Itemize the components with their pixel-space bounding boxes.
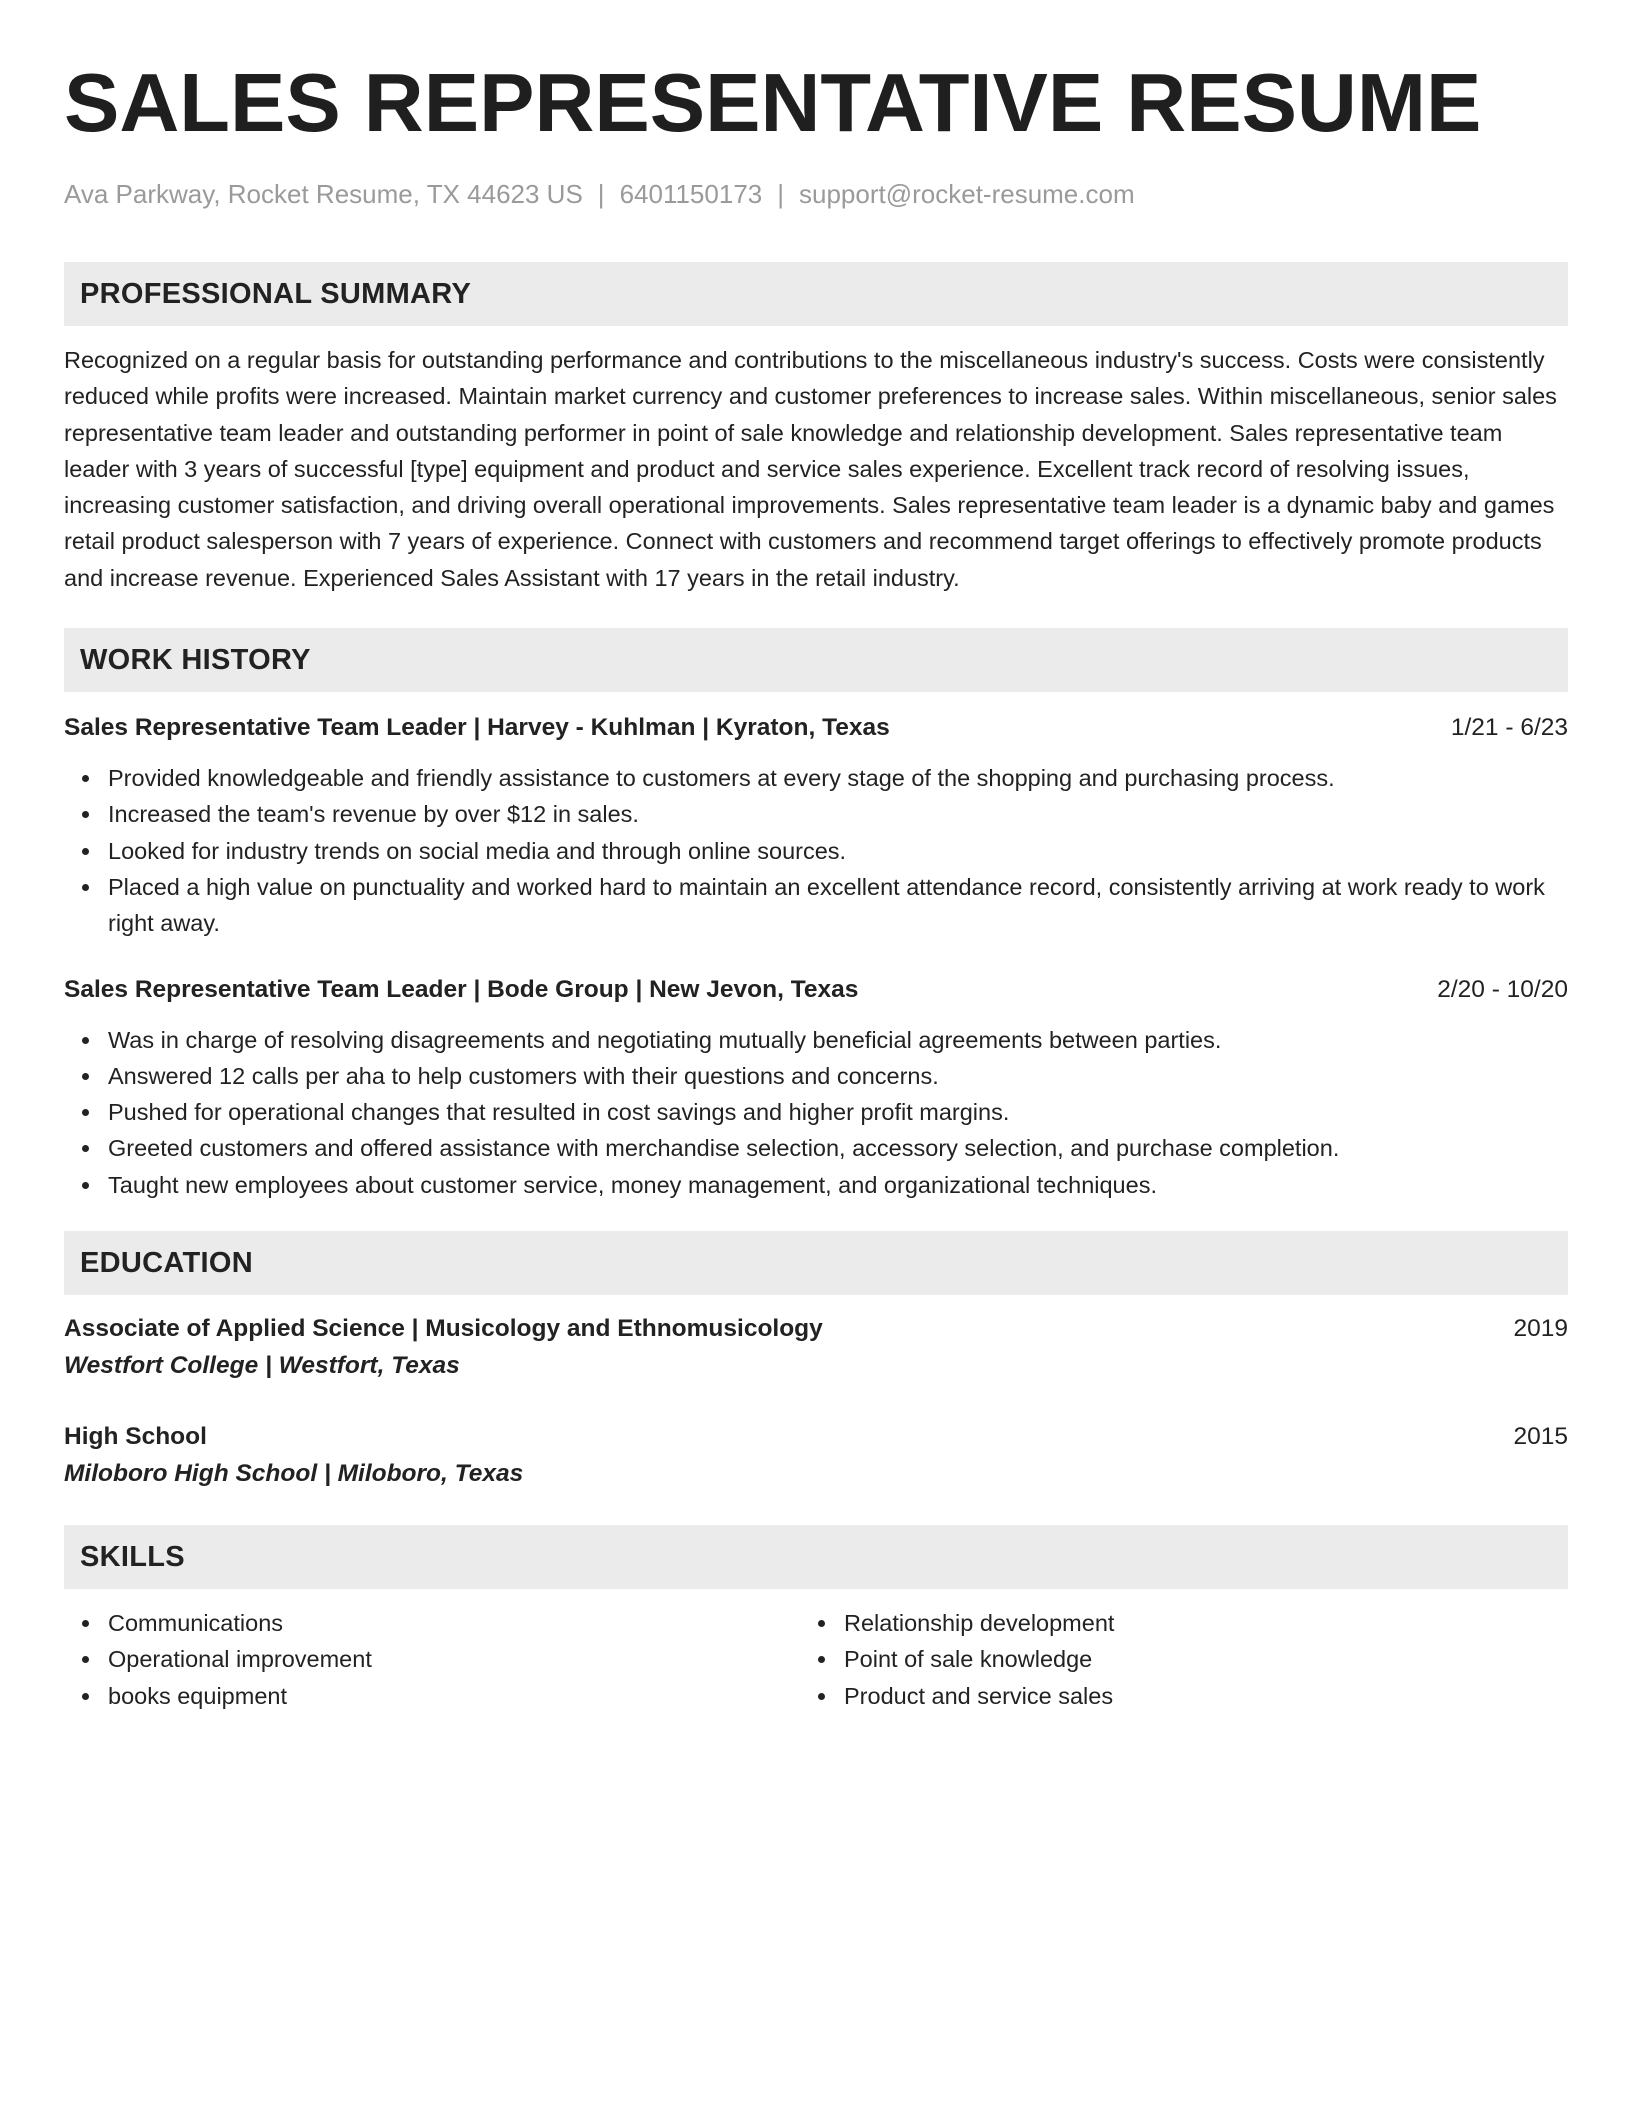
summary-text: Recognized on a regular basis for outstanding performance and contributions to the miscellaneous industry's success. Costs were consistently reduced while profits were increased. Maintain market currency and customer preferences to increase sales. Within miscellaneous, senior sales representative team leader and outstanding performer in point of sale knowledge and relationship development. Sales representative team leader with 3 years of successful [type] equipment and product and service sales experience. Excellent track record of resolving issues, increasing customer satisfaction, and driving overall operational improvements. Sales representative team leader is a dynamic baby and games retail product salesperson with 7 years of experience. Connect with customers and recommend target offerings to effectively promote products and increase revenue. Experienced Sales Assistant with 17 years in the retail industry. <box>64 347 1557 591</box>
section-header-summary: PROFESSIONAL SUMMARY <box>64 262 1568 326</box>
job-entry <box>64 972 1568 1203</box>
job-bullet: Placed a high value on punctuality and worked hard to maintain an excellent attendance record, consistently arriving at work ready to work right away. <box>108 869 1568 942</box>
skill-item: Point of sale knowledge <box>844 1641 1536 1677</box>
skills-column-right <box>800 1605 1536 1714</box>
job-title: Sales Representative Team Leader | Bode Group | New Jevon, Texas <box>64 975 859 1003</box>
skill-item: Product and service sales <box>844 1678 1536 1714</box>
job-title: Sales Representative Team Leader | Harvey - Kuhlman | Kyraton, Texas <box>64 714 890 742</box>
resume-title: SALES REPRESENTATIVE RESUME <box>64 56 1482 149</box>
skill-item: Communications <box>108 1605 800 1641</box>
contact-separator: | <box>597 179 605 209</box>
education-year: 2015 <box>1513 1423 1568 1451</box>
skill-item: Operational improvement <box>108 1641 800 1677</box>
job-bullet: Greeted customers and offered assistance with merchandise selection, accessory selection, and purchase completion. <box>108 1130 1568 1166</box>
job-bullets <box>64 1022 1568 1203</box>
education-school: Miloboro High School | Miloboro, Texas <box>64 1460 524 1488</box>
skills-grid <box>64 1605 1568 1714</box>
education-degree: Associate of Applied Science | Musicology and Ethnomusicology <box>64 1315 823 1343</box>
section-header-skills: SKILLS <box>64 1525 1568 1589</box>
job-dates: 2/20 - 10/20 <box>1437 975 1568 1003</box>
job-bullets <box>64 760 1568 941</box>
skill-item: books equipment <box>108 1678 800 1714</box>
education-school: Westfort College | Westfort, Texas <box>64 1352 460 1380</box>
skills-column-left <box>64 1605 800 1714</box>
education-entry <box>64 1419 1568 1493</box>
contact-info <box>64 178 1568 210</box>
section-header-education: EDUCATION <box>64 1231 1568 1295</box>
job-entry <box>64 710 1568 941</box>
skill-item: Relationship development <box>844 1605 1536 1641</box>
job-bullet: Was in charge of resolving disagreements and negotiating mutually beneficial agreements between parties. <box>108 1022 1568 1058</box>
job-bullet: Taught new employees about customer service, money management, and organizational techniques. <box>108 1167 1568 1203</box>
contact-separator: | <box>777 179 784 209</box>
contact-email: support@rocket-resume.com <box>799 179 1135 209</box>
contact-phone: 6401150173 <box>619 179 763 209</box>
education-entry <box>64 1311 1568 1385</box>
job-bullet: Increased the team's revenue by over $12 in sales. <box>108 796 1568 832</box>
job-bullet: Looked for industry trends on social media and through online sources. <box>108 833 1568 869</box>
education-degree: High School <box>64 1423 207 1451</box>
job-bullet: Pushed for operational changes that resulted in cost savings and higher profit margins. <box>108 1094 1568 1130</box>
job-dates: 1/21 - 6/23 <box>1450 714 1568 742</box>
job-bullet: Answered 12 calls per aha to help customers with their questions and concerns. <box>108 1058 1568 1094</box>
education-year: 2019 <box>1513 1315 1568 1343</box>
section-header-work-history: WORK HISTORY <box>64 628 1568 692</box>
job-bullet: Provided knowledgeable and friendly assistance to customers at every stage of the shopping and purchasing process. <box>108 760 1568 796</box>
contact-address: Ava Parkway, Rocket Resume, TX 44623 US <box>64 179 583 209</box>
